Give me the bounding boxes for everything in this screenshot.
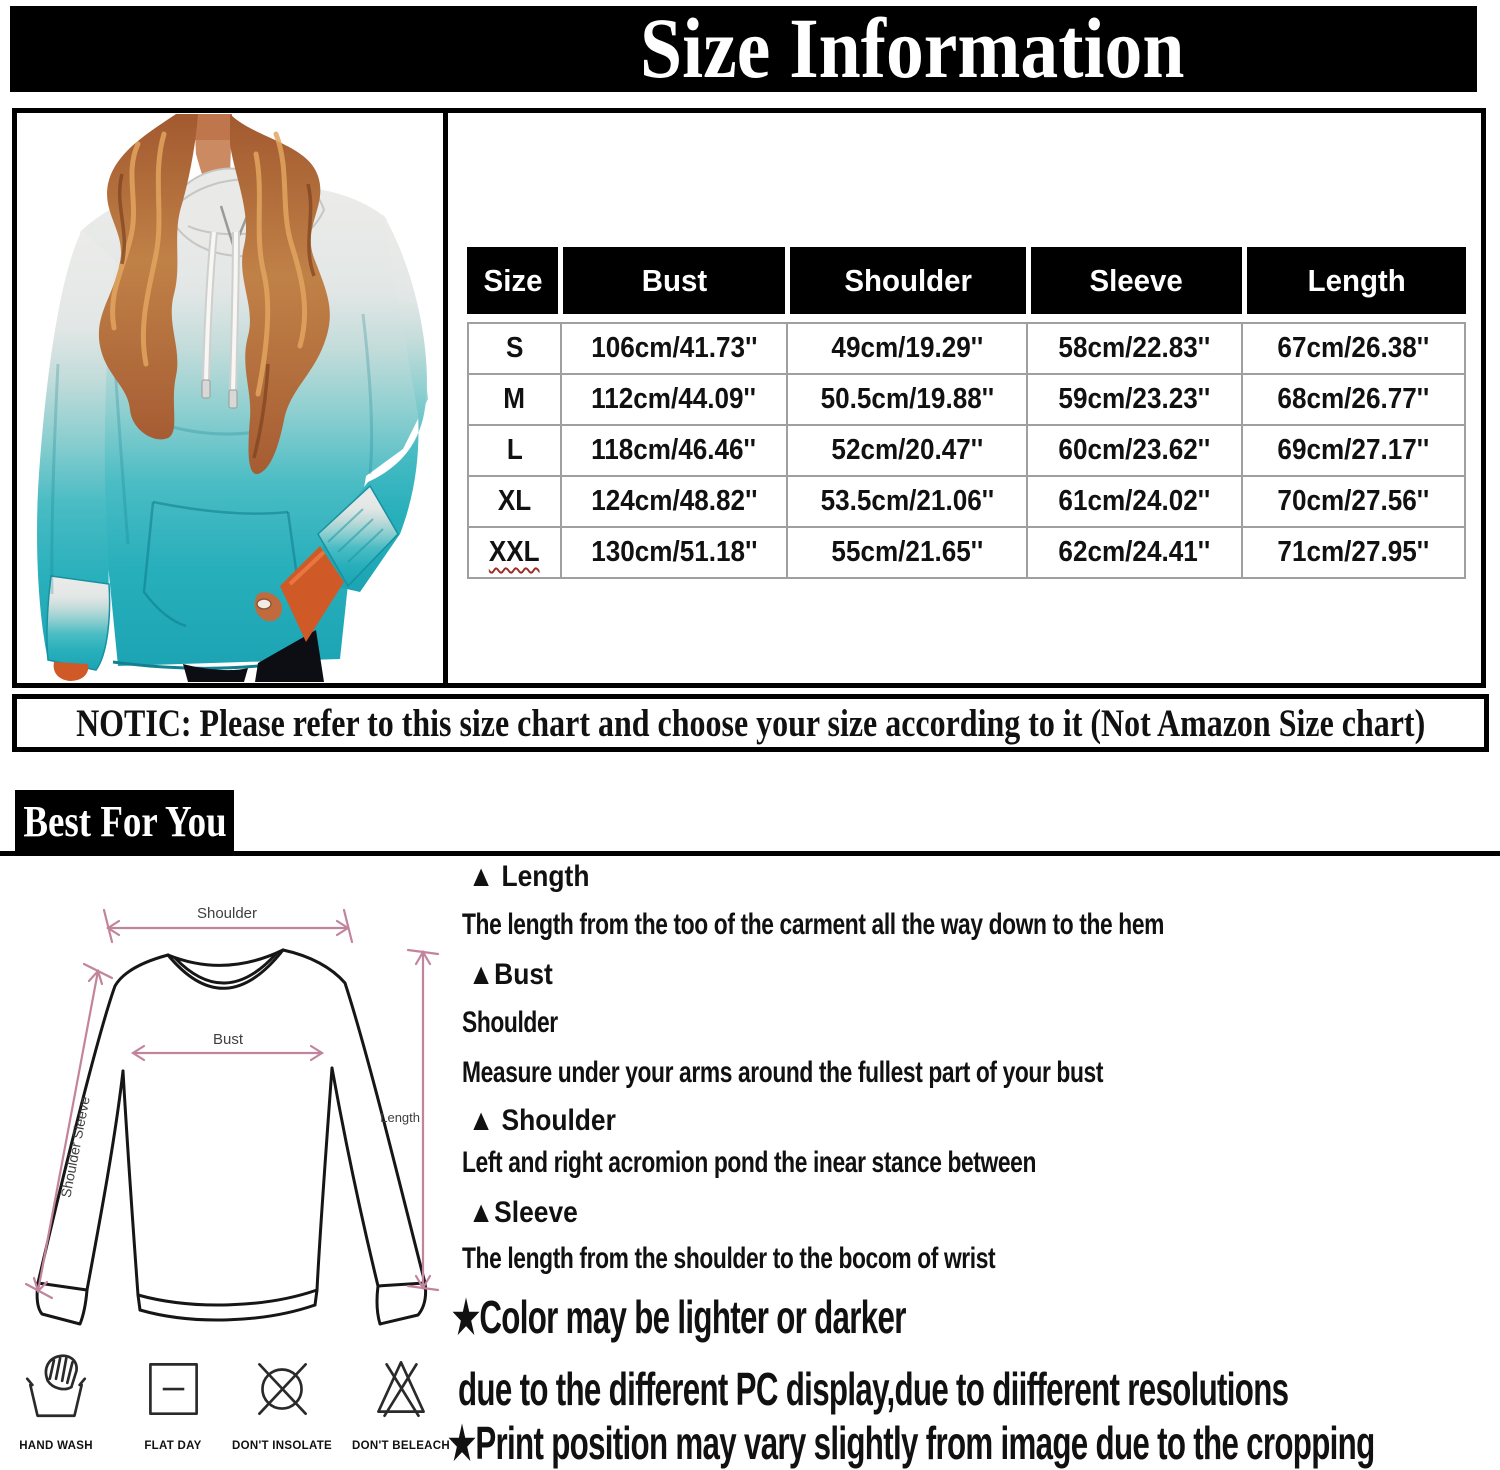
guide-heading-length: ▲ Length bbox=[468, 860, 590, 893]
table-cell: 106cm/41.73'' bbox=[561, 323, 787, 374]
table-cell: 112cm/44.09'' bbox=[561, 374, 787, 425]
size-table-header bbox=[467, 247, 1466, 314]
product-photo bbox=[18, 114, 442, 682]
notice-box bbox=[12, 694, 1489, 752]
table-cell: S bbox=[468, 323, 561, 374]
dont-insolate-icon bbox=[246, 1350, 318, 1426]
diagram-shoulder-label: Shoulder bbox=[196, 905, 258, 922]
table-cell: 60cm/23.62'' bbox=[1027, 425, 1241, 476]
diagram-length-label: Length bbox=[380, 1110, 420, 1125]
table-cell: 53.5cm/21.06'' bbox=[787, 476, 1027, 527]
guide-heading-sleeve: ▲Sleeve bbox=[468, 1196, 578, 1229]
care-item-dont-insolate bbox=[226, 1350, 338, 1452]
table-cell: L bbox=[468, 425, 561, 476]
garment-diagram bbox=[20, 858, 480, 1336]
care-item-hand-wash bbox=[0, 1350, 112, 1452]
table-cell: 55cm/21.65'' bbox=[787, 527, 1027, 578]
table-cell: 49cm/19.29'' bbox=[787, 323, 1027, 374]
table-cell: 118cm/46.46'' bbox=[561, 425, 787, 476]
col-header-bust: Bust bbox=[563, 247, 785, 314]
note-color-disclaimer: ★Color may be lighter or darker bbox=[452, 1291, 906, 1343]
note-print-disclaimer: ★Print position may vary slightly from image due to the cropping bbox=[448, 1417, 1375, 1469]
guide-heading-bust: ▲Bust bbox=[468, 958, 553, 991]
thumb-nail bbox=[257, 599, 271, 609]
table-cell: 124cm/48.82'' bbox=[561, 476, 787, 527]
table-cell: XL bbox=[468, 476, 561, 527]
section-divider-line bbox=[0, 851, 1500, 856]
guide-desc-shoulder: Left and right acromion pond the inear stance between bbox=[462, 1146, 1037, 1179]
col-header-size: Size bbox=[467, 247, 558, 314]
notice-text: NOTIC: Please refer to this size chart and choose your size according to it (Not Amazon Size chart) bbox=[75, 701, 1426, 745]
table-cell: 70cm/27.56'' bbox=[1242, 476, 1465, 527]
guide-desc-sleeve: The length from the shoulder to the bocom of wrist bbox=[462, 1242, 996, 1275]
guide-heading-shoulder: ▲ Shoulder bbox=[468, 1104, 616, 1137]
table-cell: 68cm/26.77'' bbox=[1242, 374, 1465, 425]
table-cell: 71cm/27.95'' bbox=[1242, 527, 1465, 578]
flat-day-icon bbox=[137, 1350, 209, 1426]
care-item-flat-day bbox=[117, 1350, 229, 1452]
table-cell: 69cm/27.17'' bbox=[1242, 425, 1465, 476]
care-label: HAND WASH bbox=[19, 1440, 93, 1452]
table-cell: 62cm/24.41'' bbox=[1027, 527, 1241, 578]
table-cell: 58cm/22.83'' bbox=[1027, 323, 1241, 374]
table-cell: 67cm/26.38'' bbox=[1242, 323, 1465, 374]
dont-beleach-icon bbox=[365, 1350, 437, 1426]
size-table bbox=[467, 322, 1466, 579]
guide-desc-length: The length from the too of the carment all the way down to the hem bbox=[462, 908, 1165, 941]
table-cell: XXL bbox=[468, 527, 561, 578]
best-for-you-label: Best For You bbox=[22, 797, 227, 846]
care-item-dont-beleach bbox=[345, 1350, 457, 1452]
care-label: DON'T BELEACH bbox=[352, 1440, 450, 1452]
col-header-length: Length bbox=[1247, 247, 1466, 314]
diagram-shoulder-sleeve-label: Shoulder Sleeve bbox=[57, 1095, 93, 1200]
table-cell: 59cm/23.23'' bbox=[1027, 374, 1241, 425]
guide-desc-shoulder-word: Shoulder bbox=[462, 1006, 558, 1039]
table-row-s bbox=[468, 323, 1465, 374]
note-display-disclaimer: due to the different PC display,due to diifferent resolutions bbox=[458, 1363, 1289, 1415]
table-cell: 61cm/24.02'' bbox=[1027, 476, 1241, 527]
sweatshirt-outline bbox=[37, 950, 426, 1324]
title-banner bbox=[10, 0, 1477, 96]
care-label: FLAT DAY bbox=[144, 1440, 202, 1452]
table-cell: M bbox=[468, 374, 561, 425]
col-header-sleeve: Sleeve bbox=[1031, 247, 1241, 314]
hand-wash-icon bbox=[20, 1350, 92, 1426]
diagram-bust-label: Bust bbox=[212, 1031, 244, 1048]
table-cell: 130cm/51.18'' bbox=[561, 527, 787, 578]
table-row-xxl bbox=[468, 527, 1465, 578]
page-title: Size Information bbox=[640, 0, 1185, 96]
table-row-l bbox=[468, 425, 1465, 476]
table-row-xl bbox=[468, 476, 1465, 527]
table-cell: 52cm/20.47'' bbox=[787, 425, 1027, 476]
table-cell: 50.5cm/19.88'' bbox=[787, 374, 1027, 425]
model-forehead-shadow bbox=[194, 114, 232, 140]
panel-divider bbox=[443, 108, 448, 688]
care-label: DON'T INSOLATE bbox=[232, 1440, 332, 1452]
col-header-shoulder: Shoulder bbox=[790, 247, 1026, 314]
table-row-m bbox=[468, 374, 1465, 425]
best-for-you-banner bbox=[15, 790, 234, 853]
guide-desc-bust: Measure under your arms around the fullest part of your bust bbox=[462, 1056, 1104, 1089]
